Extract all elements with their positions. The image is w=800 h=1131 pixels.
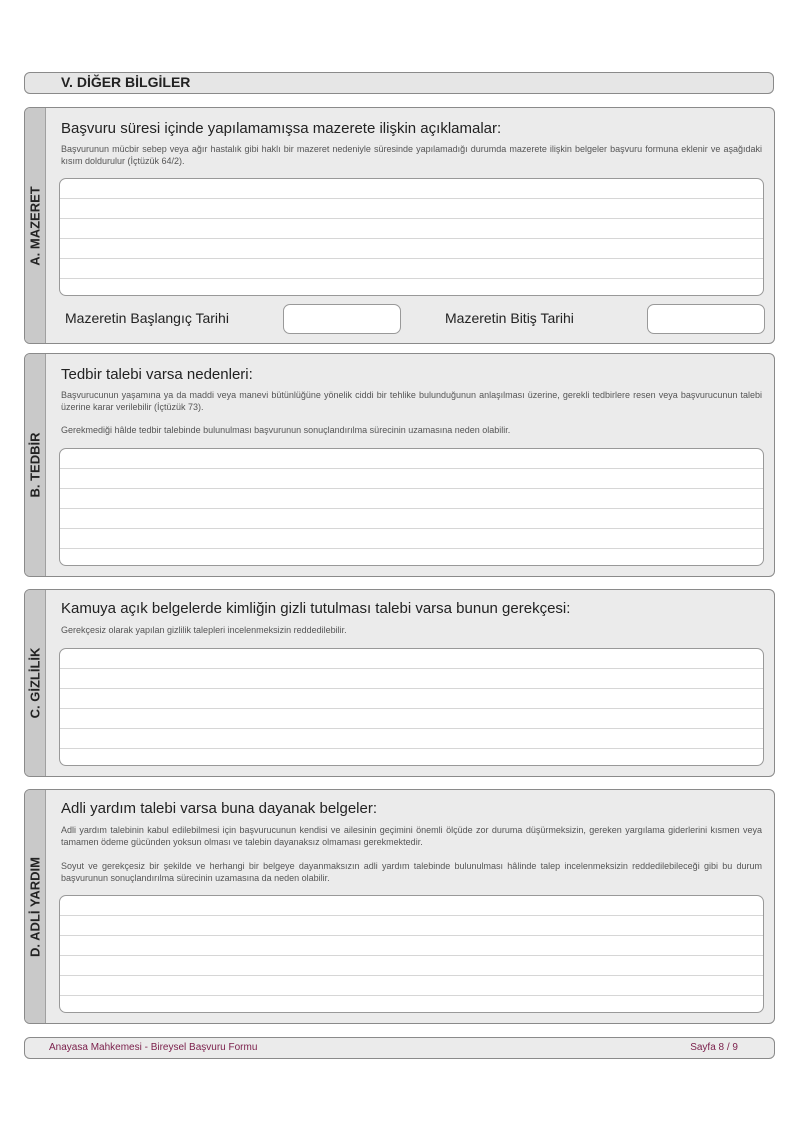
section-tab-label: B. TEDBİR <box>27 432 43 498</box>
page-footer <box>24 1037 775 1059</box>
section-note: Soyut ve gerekçesiz bir şekilde ve herhangi bir belgeye dayanmaksızın adli yardım talebinde bulunulması hâlinde talep incelenmeksizin reddedilebileceği gibi bu durum başvurunun sonuçlandırılma sürecinin uzamasına da neden olabilir. <box>61 861 762 883</box>
section-tab <box>25 108 46 343</box>
section-tedbir <box>24 353 775 577</box>
section-note: Başvurunun mücbir sebep veya ağır hastalık gibi haklı bir mazeret nedeniyle süresinde yapılamadığı durumda mazerete ilişkin belgeler başvuru formuna eklenir ve aşağıdaki kısım doldurulur (İçtüzük 64/2). <box>61 144 762 166</box>
section-title: Adli yardım talebi varsa buna dayanak belgeler: <box>61 800 378 817</box>
section-adli-yardim <box>24 789 775 1024</box>
start-date-input[interactable] <box>283 304 401 334</box>
section-title: Tedbir talebi varsa nedenleri: <box>61 366 253 383</box>
end-date-input[interactable] <box>647 304 765 334</box>
start-date-label: Mazeretin Başlangıç Tarihi <box>65 310 229 326</box>
section-tab-label: A. MAZERET <box>27 185 43 266</box>
section-header <box>24 72 774 94</box>
section-note: Gerekmediği hâlde tedbir talebinde bulunulması başvurunun sonuçlandırılma sürecinin uzamasına neden olabilir. <box>61 425 511 435</box>
section-note: Adli yardım talebinin kabul edilebilmesi için başvurucunun kendisi ve ailesinin geçimini önemli ölçüde zor duruma düşürmeksizin, gereken yargılama giderlerini kısmen veya tamamen ödeme gücünden yoksun olması ve talebin dayanaksız olmaması gerekmektedir. <box>61 825 762 847</box>
adli-yardim-textarea[interactable] <box>59 895 764 1013</box>
section-title: Başvuru süresi içinde yapılamamışsa mazerete ilişkin açıklamalar: <box>61 120 502 137</box>
mazeret-textarea[interactable] <box>59 178 764 296</box>
section-title: Kamuya açık belgelerde kimliğin gizli tutulması talebi varsa bunun gerekçesi: <box>61 600 571 617</box>
section-note: Gerekçesiz olarak yapılan gizlilik talepleri incelenmeksizin reddedilebilir. <box>61 625 347 635</box>
gizlilik-textarea[interactable] <box>59 648 764 766</box>
footer-page-number: Sayfa 8 / 9 <box>690 1042 738 1053</box>
section-tab <box>25 790 46 1023</box>
section-gizlilik <box>24 589 775 777</box>
section-tab-label: C. GİZLİLİK <box>27 647 43 719</box>
section-tab <box>25 590 46 776</box>
section-tab <box>25 354 46 576</box>
section-header-title: V. DİĞER BİLGİLER <box>61 74 191 90</box>
tedbir-textarea[interactable] <box>59 448 764 566</box>
section-tab-label: D. ADLİ YARDIM <box>27 856 43 957</box>
footer-form-name: Anayasa Mahkemesi - Bireysel Başvuru Formu <box>49 1042 258 1053</box>
section-mazeret <box>24 107 775 344</box>
section-note: Başvurucunun yaşamına ya da maddi veya manevi bütünlüğüne yönelik ciddi bir tehlike bulunduğunun anlaşılması üzerine, gerekli tedbirlere resen veya başvurucunun talebi üzerine karar verilebilir (İçtüzük 73). <box>61 390 762 412</box>
end-date-label: Mazeretin Bitiş Tarihi <box>445 310 574 326</box>
